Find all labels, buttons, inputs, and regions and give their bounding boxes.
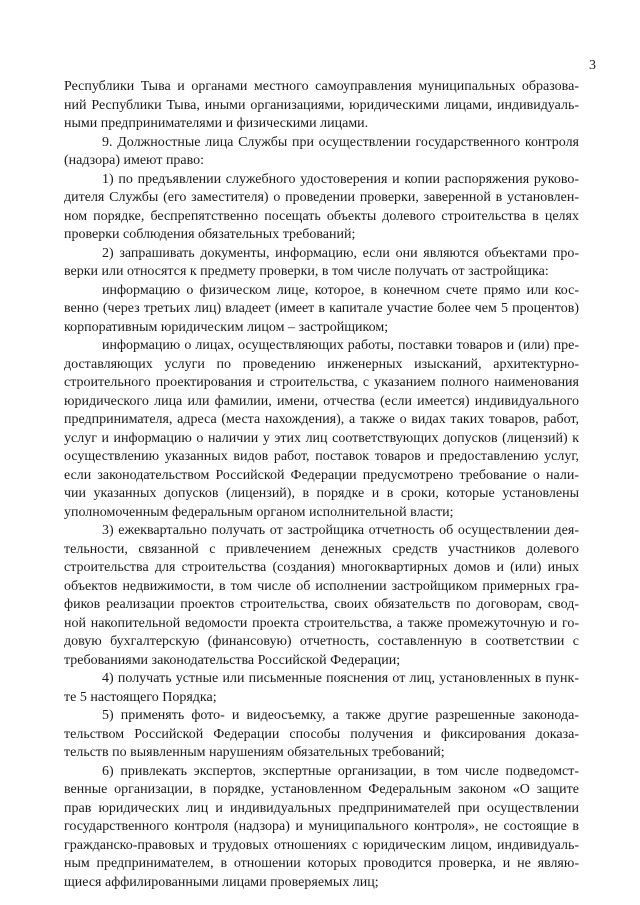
text-line: 9. Должностные лица Службы при осуществлении государственного контроля	[102, 134, 579, 150]
text-line: строительства для строительства (создания) многоквартирных домов и (или) иных	[64, 560, 579, 575]
text-line: верки или относятся к предмету проверки, в том числе получать от застройщика:	[64, 264, 549, 279]
text-line: чии указанных допусков (лицензий), в порядке и в сроки, которые установлены	[64, 486, 579, 501]
text-line: государственного контроля (надзора) и муниципального контроля», не состоящие в	[64, 819, 579, 834]
text-line: объектов недвижимости, в том числе об исполнении застройщиком примерных гра-	[64, 578, 579, 594]
text-line: проверки соблюдения обязательных требований;	[64, 227, 356, 242]
text-line: довую бухгалтерскую (финансовую) отчетность, составленную в соответствии с	[64, 634, 579, 649]
text-line: 6) привлекать экспертов, экспертные организации, в том числе подведомст-	[102, 763, 579, 779]
text-line: 3) ежеквартально получать от застройщика отчетность об осуществлении дея-	[102, 523, 579, 538]
text-line: строительного проектирования и строительства, с указанием полного наименования	[64, 375, 579, 390]
text-line: венно (через третьих лиц) владеет (имеет в капитале участие более чем 5 процентов)	[64, 301, 579, 316]
text-line: требованиями законодательства Российской Федерации;	[64, 652, 401, 668]
text-line: тельством Российской Федерации способы получения и фиксирования доказа-	[64, 726, 579, 742]
text-line: уполномоченным федеральным органом исполнительной власти;	[64, 504, 454, 520]
text-line: (надзора) имеют право:	[64, 153, 205, 168]
text-line: прав юридических лиц и индивидуальных предпринимателей при осуществлении	[64, 800, 579, 816]
text-line: доставляющих услуги по проведению инженерных изысканий, архитектурно-	[64, 356, 579, 372]
text-line: фиков реализации проектов строительства, своих обязательств по договорам, свод-	[64, 597, 579, 612]
text-line: осуществлению указанных видов работ, поставок товаров и предоставлению услуг,	[64, 449, 579, 464]
text-line: юридического лица или фамилии, имени, отчества (если имеется) индивидуального	[64, 393, 579, 409]
text-line: ным предпринимателем, в отношении которых проводится проверка, и не являю-	[64, 856, 579, 871]
text-line: 4) получать устные или письменные пояснения от лиц, установленных в пунк-	[102, 671, 579, 686]
text-line: услуг и информацию о наличии у этих лиц соответствующих допусков (лицензий) к	[64, 430, 579, 446]
text-line: если законодательством Российской Федерации предусмотрено требование о нали-	[64, 467, 579, 483]
text-line: тельств по выявленным нарушениям обязательных требований;	[64, 745, 445, 760]
text-line: ном порядке, беспрепятственно посещать объекты долевого строительства в целях	[64, 208, 579, 224]
text-line: те 5 настоящего Порядка;	[64, 689, 217, 705]
text-line: 2) запрашивать документы, информацию, если они являются объектами про-	[102, 245, 579, 261]
text-line: дителя Службы (его заместителя) о проведении проверки, заверенной в установлен-	[64, 190, 579, 205]
text-line: ний Республики Тыва, иными организациями, юридическими лицами, индивидуаль-	[64, 97, 579, 113]
text-line: информацию о лицах, осуществляющих работы, поставки товаров и (или) пре-	[102, 338, 579, 353]
text-line: ной накопительной ведомости проекта строительства, а также промежуточную и го-	[64, 615, 579, 631]
text-line: венные организации, в порядке, установленном Федеральным законом «О защите	[64, 782, 579, 797]
page-number: 3	[589, 58, 596, 73]
text-line: ными предпринимателями и физическими лицами.	[64, 116, 369, 131]
text-line: 5) применять фото- и видеосъемку, а также другие разрешенные законода-	[102, 708, 579, 723]
text-line: тельности, связанной с привлечением денежных средств участников долевого	[64, 541, 579, 557]
text-line: щиеся аффилированными лицами проверяемых лиц;	[64, 874, 379, 890]
text-line: гражданско-правовых и трудовых отношениях с юридическим лицом, индивидуаль-	[64, 837, 579, 853]
text-line: информацию о физическом лице, которое, в конечном счете прямо или кос-	[102, 282, 579, 298]
document-body	[64, 78, 579, 892]
text-line: предпринимателя, адреса (места нахождения), а также о видах таких товаров, работ,	[64, 412, 579, 427]
text-line: корпоративным юридическим лицом – застройщиком;	[64, 319, 389, 335]
text-line: 1) по предъявлении служебного удостоверения и копии распоряжения руково-	[102, 171, 579, 187]
text-line: Республики Тыва и органами местного самоуправления муниципальных образова-	[64, 79, 579, 94]
